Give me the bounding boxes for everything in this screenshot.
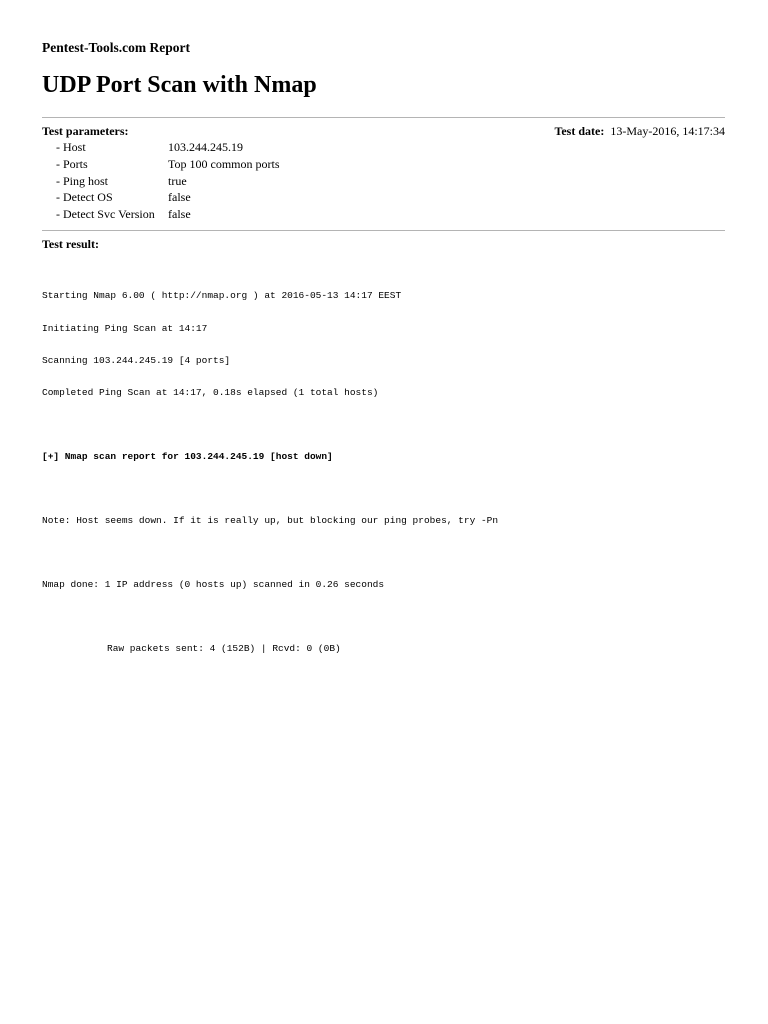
output-spacer [42, 548, 498, 559]
parameter-value: true [168, 173, 187, 188]
report-brand: Pentest-Tools.com Report [42, 40, 190, 55]
scan-output [42, 270, 498, 677]
parameters-table [56, 139, 280, 223]
parameter-name: - Host [56, 140, 86, 154]
note-line: Note: Host seems down. If it is really up, but blocking our ping probes, try -Pn [42, 515, 499, 527]
parameter-row-ports [56, 156, 280, 173]
parameter-row-ping-host [56, 173, 280, 190]
parameter-value: Top 100 common ports [168, 156, 280, 171]
parameter-name: - Detect OS [56, 190, 113, 205]
test-date-label: Test date: [554, 124, 605, 138]
output-spacer [42, 484, 498, 495]
output-line: Starting Nmap 6.00 ( http://nmap.org ) at 2016-05-13 14:17 EEST [42, 290, 402, 302]
test-date-value: 13-May-2016, 14:17:34 [610, 124, 725, 138]
parameter-row-detect-svc-version [56, 206, 280, 223]
output-line: Completed Ping Scan at 14:17, 0.18s elapsed (1 total hosts) [42, 386, 379, 398]
divider-top [42, 117, 725, 118]
parameter-value: false [168, 207, 191, 222]
test-result-label: Test result: [42, 237, 99, 251]
output-line: Scanning 103.244.245.19 [4 ports] [42, 354, 231, 366]
parameter-name: - Detect Svc Version [56, 207, 155, 222]
divider-result [42, 230, 725, 231]
output-spacer [42, 612, 498, 623]
parameter-name: - Ping host [56, 173, 109, 188]
test-parameters-label: Test parameters: [42, 124, 129, 138]
parameter-row-host [56, 139, 280, 156]
output-line: Initiating Ping Scan at 14:17 [42, 322, 208, 334]
parameter-value: 103.244.245.19 [168, 140, 243, 154]
parameter-name: - Ports [56, 156, 88, 171]
test-date [554, 124, 725, 139]
packets-line: Raw packets sent: 4 (152B) | Rcvd: 0 (0B) [107, 643, 341, 655]
done-line: Nmap done: 1 IP address (0 hosts up) scanned in 0.26 seconds [42, 579, 385, 591]
page-title: UDP Port Scan with Nmap [42, 72, 317, 98]
parameter-value: false [168, 190, 191, 205]
output-spacer [42, 420, 498, 431]
scan-report-line: [+] Nmap scan report for 103.244.245.19 [host down] [42, 450, 333, 462]
parameter-row-detect-os [56, 189, 280, 206]
